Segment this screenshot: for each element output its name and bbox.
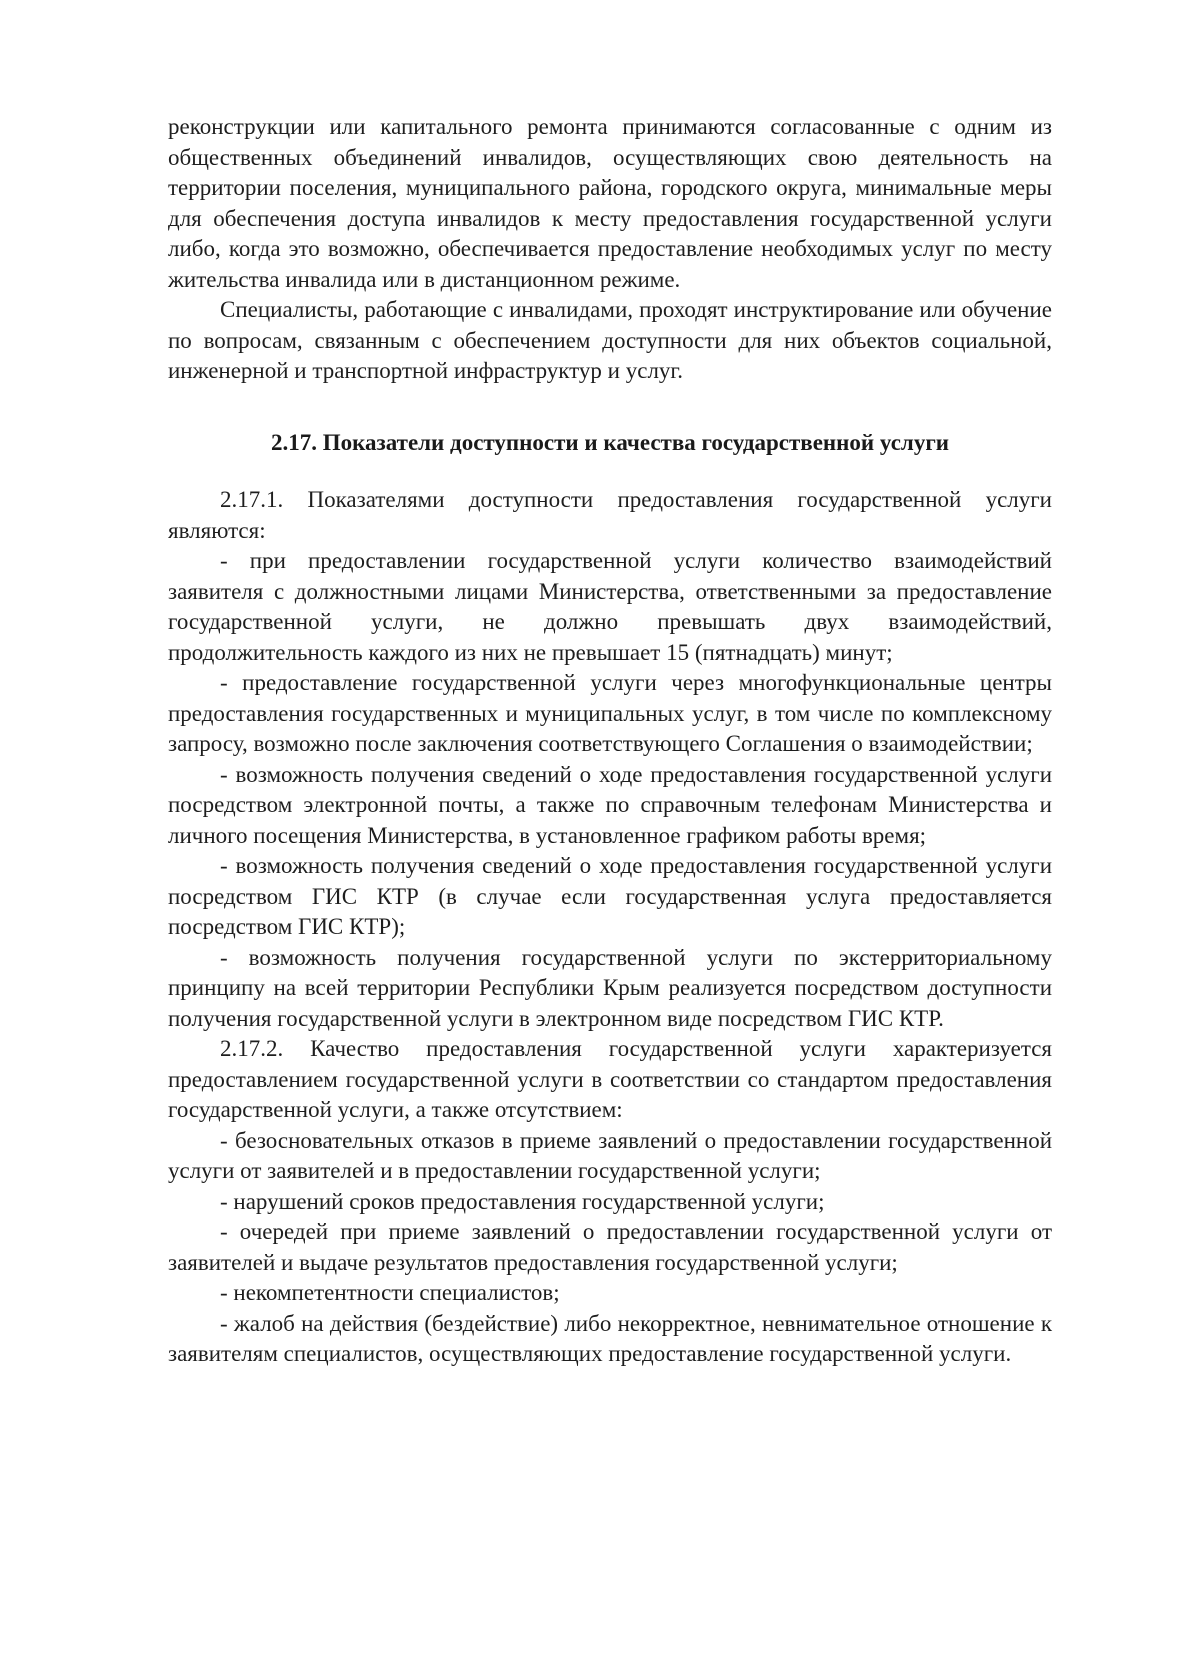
section-body [168,485,1052,1370]
list-item-mfc: - предоставление государственной услуги через многофункциональные центры предоставления государственных и муниципальных услуг, в том числе по комплексному запросу, возможно после заключения соответствующего Соглашения о взаимодействии; [168,670,1052,756]
list-item-email-phone: - возможность получения сведений о ходе предоставления государственной услуги посредством электронной почты, а также по справочным телефонам Министерства и личного посещения Министерства, в установленное графиком работы время; [168,761,1052,848]
paragraph-continuation: реконструкции или капитального ремонта принимаются согласованные с одним из общественных объединений инвалидов, осуществляющих свою деятельность на территории поселения, муниципального района, городского округа, минимальные меры для обеспечения доступа инвалидов к месту предоставления государственной услуги либо, когда это возможно, обеспечивается предоставление необходимых услуг по месту жительства инвалида или в дистанционном режиме. [168,114,1052,292]
list-item-complaints: - жалоб на действия (бездействие) либо некорректное, невнимательное отношение к заявителям специалистов, осуществляющих предоставление государственной услуги. [168,1310,1052,1366]
list-item-refusals: - безосновательных отказов в приеме заявлений о предоставлении государственной услуги от заявителей и в предоставлении государственной услуги; [168,1127,1052,1183]
list-item-queues: - очередей при приеме заявлений о предоставлении государственной услуги от заявителей и выдаче результатов предоставления государственной услуги; [168,1219,1052,1275]
list-item-gis-status: - возможность получения сведений о ходе предоставления государственной услуги посредством ГИС КТР (в случае если государственная услуга предоставляется посредством ГИС КТР); [168,853,1052,939]
intro-text-block [168,112,1052,387]
list-item-deadlines: - нарушений сроков предоставления государственной услуги; [220,1188,825,1214]
section-heading: 2.17. Показатели доступности и качества государственной услуги [270,430,950,455]
paragraph-specialists: Специалисты, работающие с инвалидами, проходят инструктирование или обучение по вопросам, связанным с обеспечением доступности для них объектов социальной, инженерной и транспортной инфраструктур и услуг. [168,297,1052,383]
paragraph-2-17-1: 2.17.1. Показателями доступности предоставления государственной услуги являются: [168,487,1052,543]
list-item-incompetence: - некомпетентности специалистов; [220,1280,560,1305]
paragraph-2-17-2: 2.17.2. Качество предоставления государственной услуги характеризуется предоставлением государственной услуги в соответствии со стандартом предоставления государственной услуги, а также отсутствием: [168,1036,1052,1122]
list-item-interactions: - при предоставлении государственной услуги количество взаимодействий заявителя с должностными лицами Министерства, ответственными за предоставление государственной услуги, не должно превышать двух взаимодействий, продолжительность каждого из них не превышает 15 (пятнадцать) минут; [168,548,1052,665]
list-item-extraterritorial: - возможность получения государственной услуги по экстерриториальному принципу на всей территории Республики Крым реализуется посредством доступности получения государственной услуги в электронном виде посредством ГИС КТР. [168,944,1052,1031]
